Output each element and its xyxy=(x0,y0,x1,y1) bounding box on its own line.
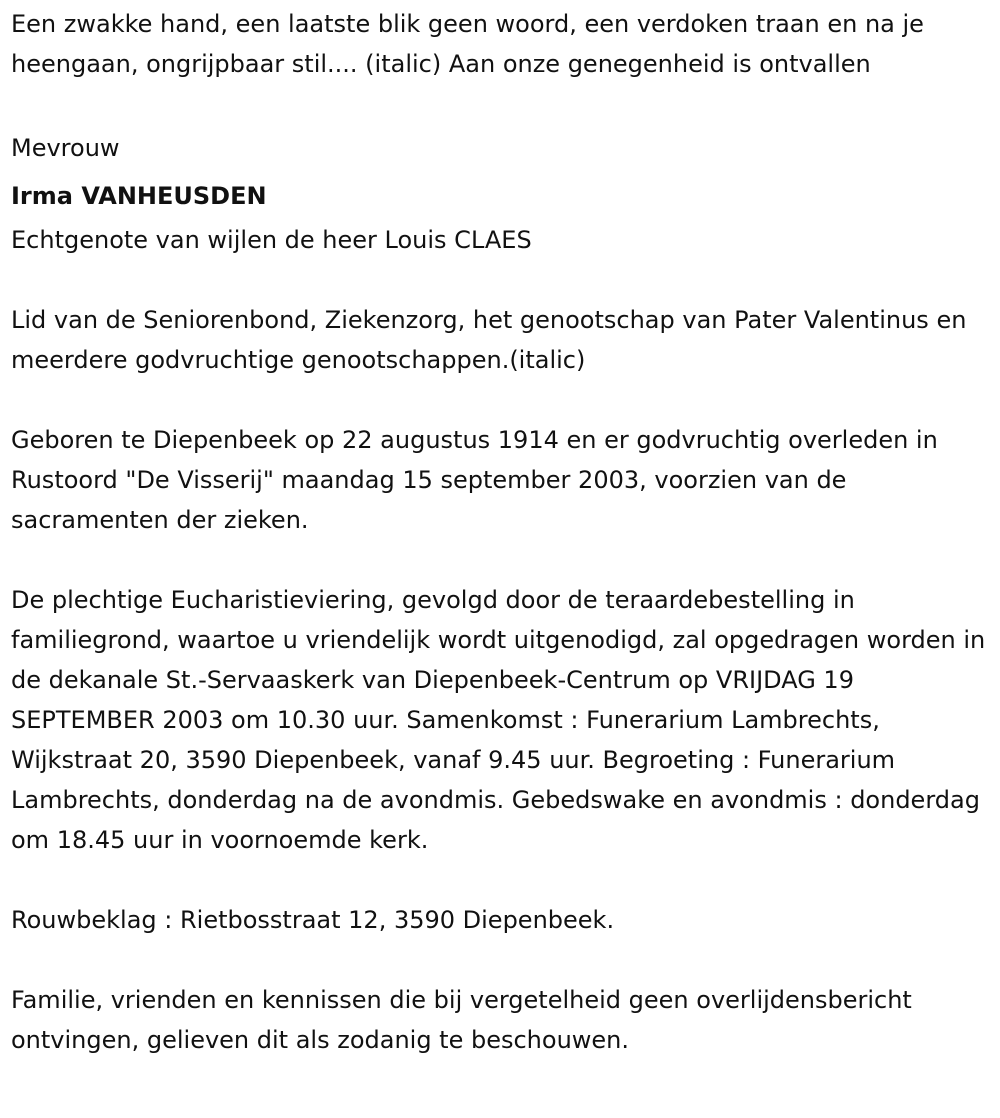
spouse-line: Echtgenote van wijlen de heer Louis CLAES xyxy=(11,226,532,254)
salutation: Mevrouw xyxy=(11,134,120,162)
closing-paragraph: Familie, vrienden en kennissen die bij vergetelheid geen overlijdensbericht ontvingen, gelieven dit als zodanig te beschouwen. xyxy=(11,986,912,1054)
deceased-name: Irma VANHEUSDEN xyxy=(11,182,267,210)
memberships-paragraph: Lid van de Seniorenbond, Ziekenzorg, het genootschap van Pater Valentinus en meerdere godvruchtige genootschappen.(italic) xyxy=(11,306,967,374)
birth-death-paragraph: Geboren te Diepenbeek op 22 augustus 1914 en er godvruchtig overleden in Rustoord "De Visserij" maandag 15 september 2003, voorzien van de sacramenten der zieken. xyxy=(11,426,938,534)
ceremony-paragraph: De plechtige Eucharistieviering, gevolgd door de teraardebestelling in familiegrond, waartoe u vriendelijk wordt uitgenodigd, zal opgedragen worden in de dekanale St.-Servaaskerk van Diepenbeek-Centrum op VRIJDAG 19 SEPTEMBER 2003 om 10.30 uur. Samenkomst : Funerarium Lambrechts, Wijkstraat 20, 3590 Diepenbeek, vanaf 9.45 uur. Begroeting : Funerarium Lambrechts, donderdag na de avondmis. Gebedswake en avondmis : donderdag om 18.45 uur in voornoemde kerk. xyxy=(11,586,986,854)
obituary-notice xyxy=(11,4,986,1060)
condolence-address: Rouwbeklag : Rietbosstraat 12, 3590 Diepenbeek. xyxy=(11,906,615,934)
intro-paragraph: Een zwakke hand, een laatste blik geen woord, een verdoken traan en na je heengaan, ongrijpbaar stil.... (italic) Aan onze genegenheid is ontvallen xyxy=(11,10,924,78)
